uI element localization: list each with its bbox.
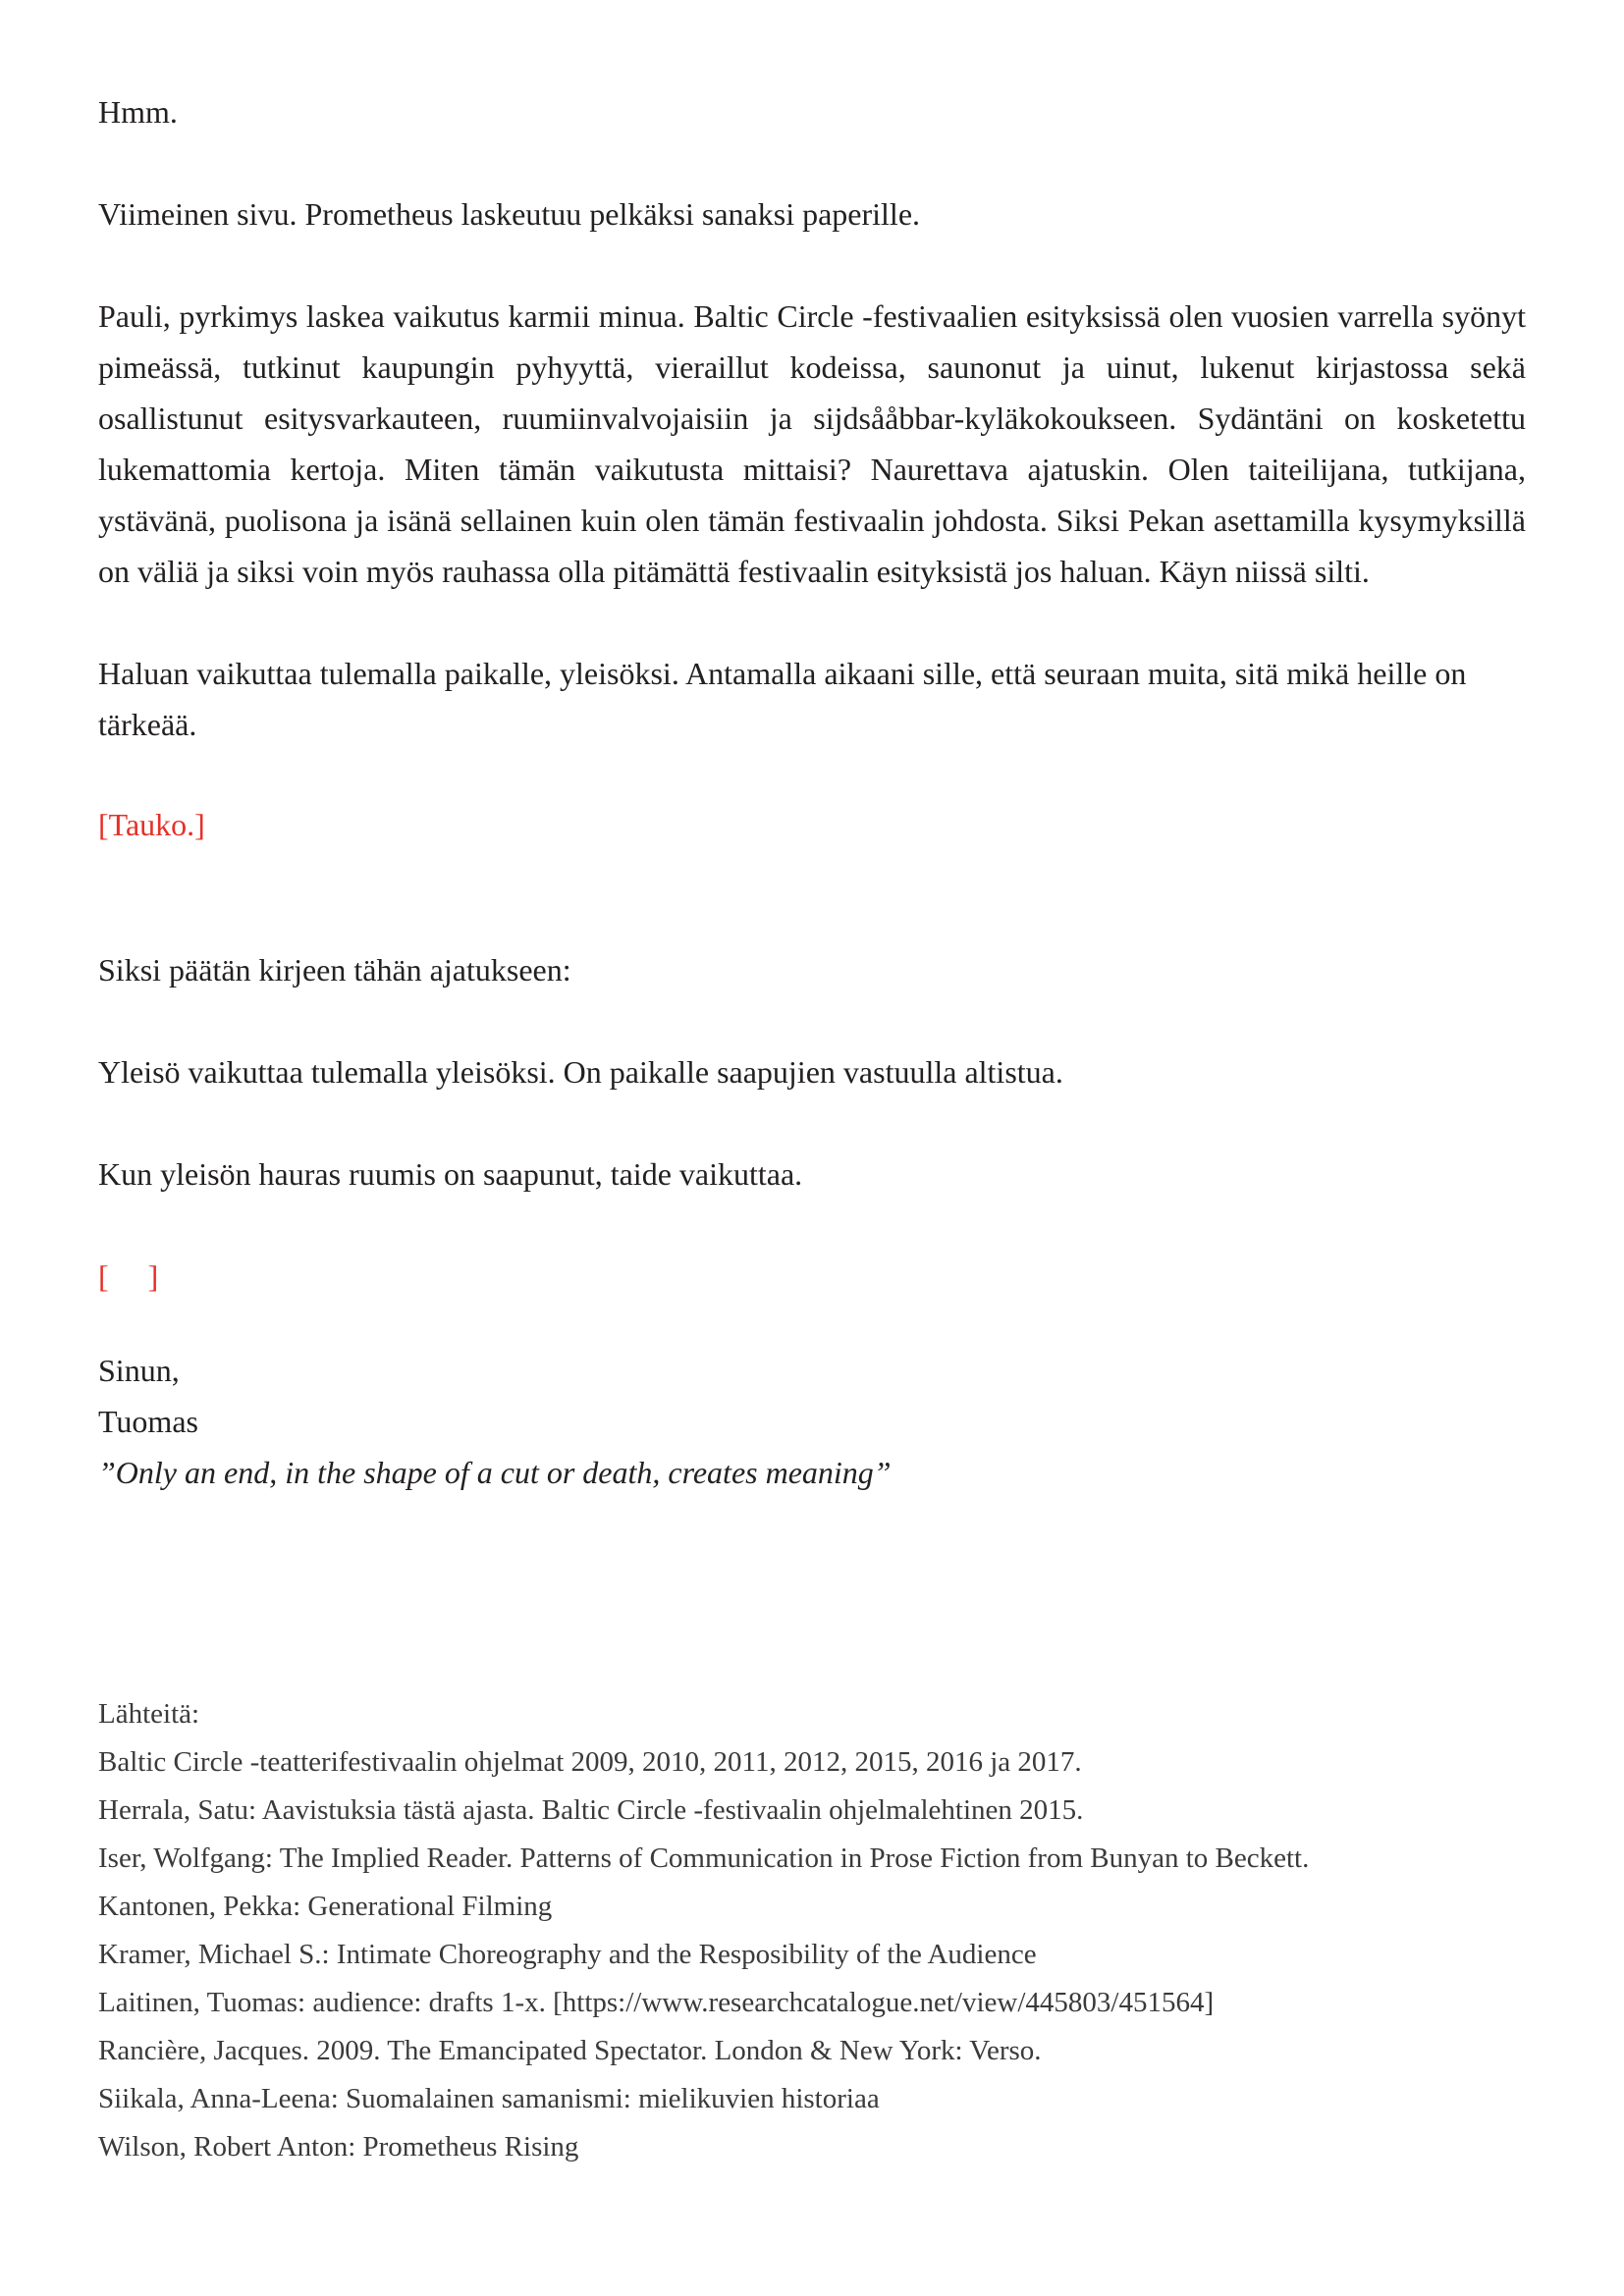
paragraph-siksi: Siksi päätän kirjeen tähän ajatukseen: [98,952,571,988]
paragraph-haluan: Haluan vaikuttaa tulemalla paikalle, yleisöksi. Antamalla aikaani sille, että seuraan muita, sitä mikä heille on tärkeää. [98,656,1467,742]
references-heading: Lähteitä: [98,1698,200,1730]
reference-item: Kramer, Michael S.: Intimate Choreography and the Resposibility of the Audience [98,1939,1037,1970]
reference-item: Wilson, Robert Anton: Prometheus Rising [98,2131,579,2163]
reference-item: Iser, Wolfgang: The Implied Reader. Patterns of Communication in Prose Fiction from Bunyan to Beckett. [98,1842,1310,1874]
letter-body [98,86,1526,1498]
paragraph-yleiso: Yleisö vaikuttaa tulemalla yleisöksi. On paikalle saapujien vastuulla altistua. [98,1054,1063,1090]
closing-sinun: Sinun, [98,1353,180,1388]
reference-item: Herrala, Satu: Aavistuksia tästä ajasta. Baltic Circle -festivaalin ohjelmalehtinen 2015. [98,1794,1084,1826]
references-section [98,1690,1526,2171]
reference-item: Kantonen, Pekka: Generational Filming [98,1891,553,1922]
closing-block [98,1345,1526,1498]
reference-item: Siikala, Anna-Leena: Suomalainen samanismi: mielikuvien historiaa [98,2083,880,2114]
paragraph-kun: Kun yleisön hauras ruumis on saapunut, taide vaikuttaa. [98,1156,803,1192]
quote-line: ”Only an end, in the shape of a cut or death, creates meaning” [98,1455,892,1490]
paragraph-hmm: Hmm. [98,94,178,130]
empty-brackets: [ ] [98,1258,159,1294]
reference-item: Laitinen, Tuomas: audience: drafts 1-x. [https://www.researchcatalogue.net/view/445803/451564] [98,1987,1215,2018]
references-list [98,1738,1526,2171]
closing-tuomas: Tuomas [98,1404,198,1439]
paragraph-last-page: Viimeinen sivu. Prometheus laskeutuu pelkäksi sanaksi paperille. [98,196,921,232]
reference-item: Baltic Circle -teatterifestivaalin ohjelmat 2009, 2010, 2011, 2012, 2015, 2016 ja 2017. [98,1746,1082,1778]
reference-item: Rancière, Jacques. 2009. The Emancipated Spectator. London & New York: Verso. [98,2035,1042,2066]
pause-marker: [Tauko.] [98,807,205,842]
paragraph-main: Pauli, pyrkimys laskea vaikutus karmii minua. Baltic Circle -festivaalien esityksissä olen vuosien varrella syönyt pimeässä, tutkinut kaupungin pyhyyttä, vieraillut kodeissa, saunonut ja uinut, lukenut kirjastossa sekä osallistunut esitysvarkauteen, ruumiinvalvojaisiin ja sijdsååbbar-kyläkokoukseen. Sydäntäni on kosketettu lukemattomia kertoja. Miten tämän vaikutusta mittaisi? Naurettava ajatuskin. Olen taiteilijana, tutkijana, ystävänä, puolisona ja isänä sellainen kuin olen tämän festivaalin johdosta. Siksi Pekan asettamilla kysymyksillä on väliä ja siksi voin myös rauhassa olla pitämättä festivaalin esityksistä jos haluan. Käyn niissä silti. [98,298,1526,589]
